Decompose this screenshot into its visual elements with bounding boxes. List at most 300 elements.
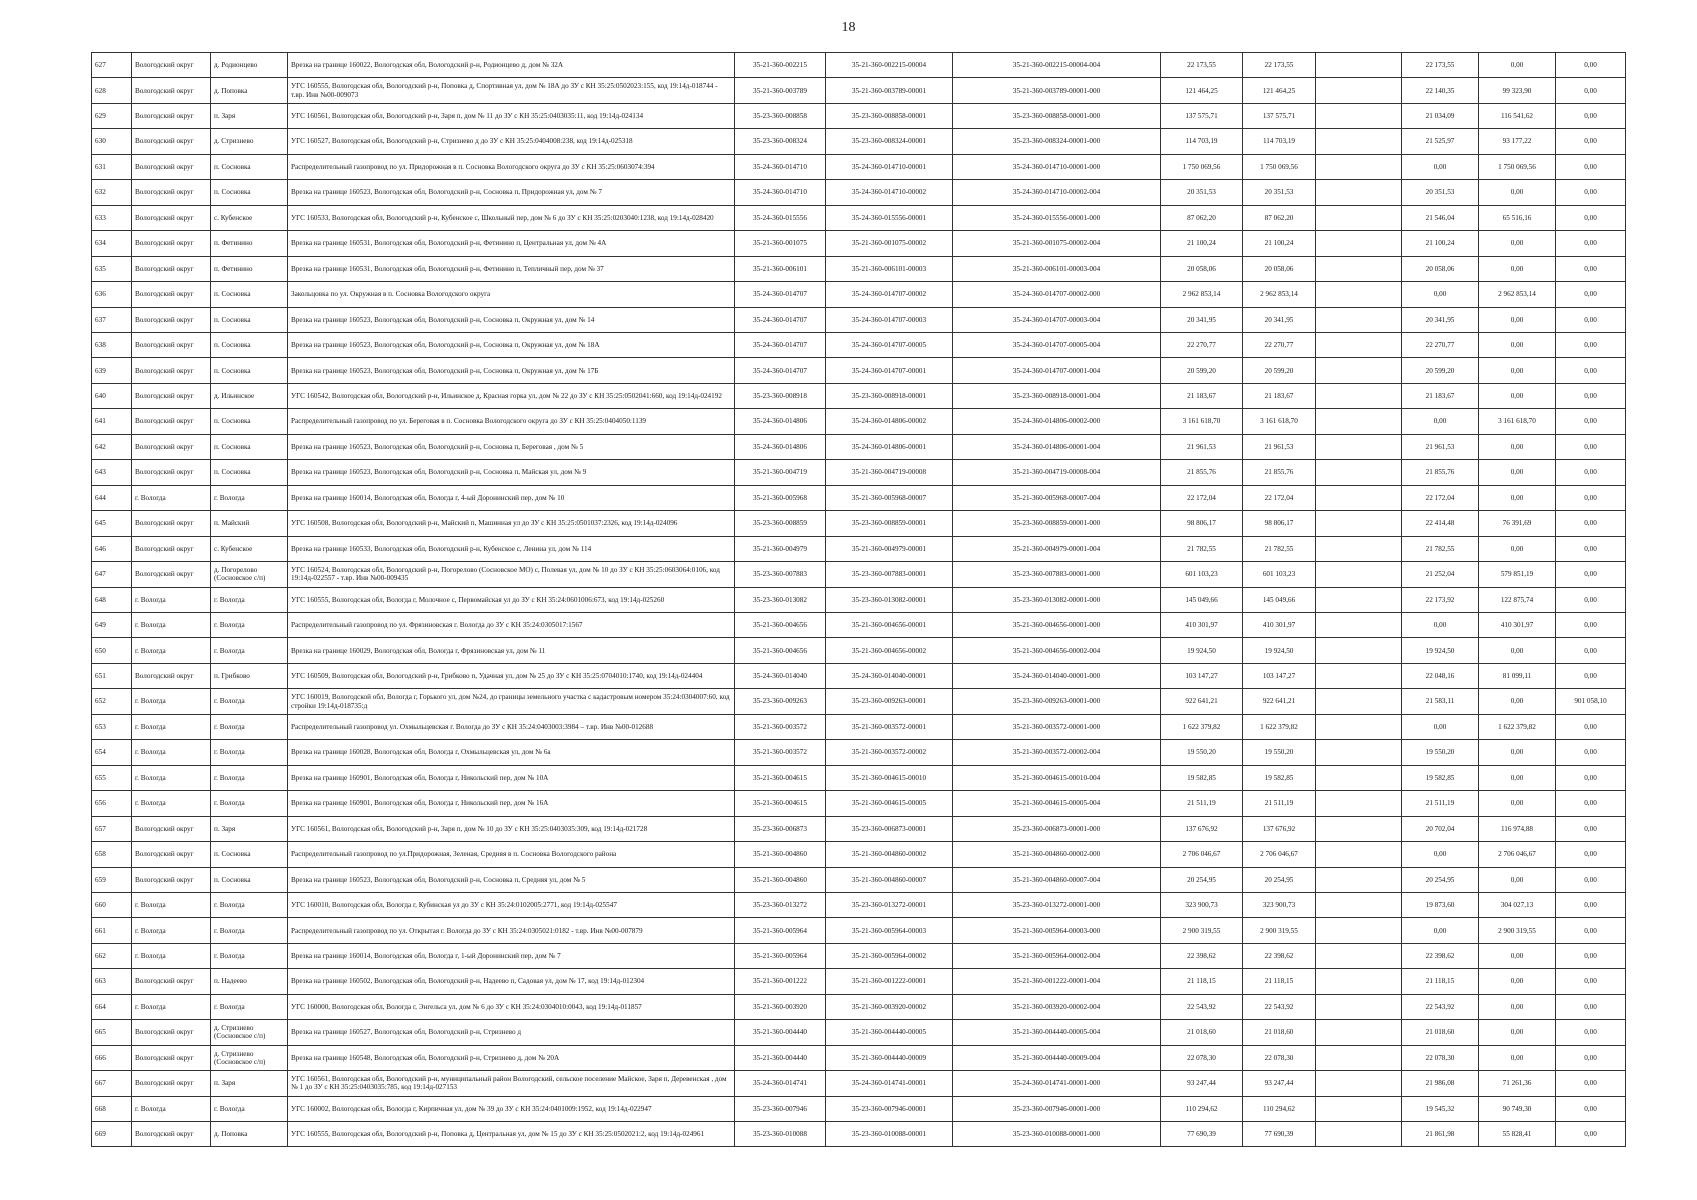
address-cell: УГС 160000, Вологодская обл, Вологда г, Энгельса ул, дом № 6 до ЗУ с КН 35:24:0304010:0043, код 19:14д-011857 (288, 994, 735, 1019)
amount-part1-cell: 22 173,55 (1402, 53, 1479, 78)
amount-part3-cell: 0,00 (1556, 765, 1626, 790)
item-code-cell: 35-21-360-003572-00002-004 (953, 740, 1161, 765)
amount-cell: 22 270,77 (1243, 332, 1316, 357)
amount-part1-cell: 21 583,11 (1402, 689, 1479, 714)
row-number: 628 (92, 78, 132, 103)
address-cell: Врезка на границе 160531, Вологодская обл, Вологодский р-н, Фетинино п, Тепличный пер, дом № 37 (288, 256, 735, 281)
row-number: 660 (92, 892, 132, 917)
address-cell: УГС 160542, Вологодская обл, Вологодский р-н, Ильинское д, Красная горка ул, дом № 22 до ЗУ с КН 35:25:0502041:660, код 19:14д-024192 (288, 383, 735, 408)
row-number: 651 (92, 663, 132, 688)
item-code-cell: 35-24-360-014707-00005-004 (953, 332, 1161, 357)
settlement-cell: с. Кубенское (211, 205, 288, 230)
empty-amount-cell (1316, 154, 1402, 179)
table-row (92, 1122, 1626, 1147)
sub-object-code-cell: 35-21-360-004440-00005 (826, 1020, 953, 1045)
empty-amount-cell (1316, 180, 1402, 205)
table-row (92, 765, 1626, 790)
table-row (92, 205, 1626, 230)
amount-part1-cell: 21 034,09 (1402, 103, 1479, 128)
object-code-cell: 35-23-360-008859 (735, 511, 826, 536)
amount-cell: 19 582,85 (1243, 765, 1316, 790)
amount-part3-cell: 0,00 (1556, 1020, 1626, 1045)
row-number: 630 (92, 129, 132, 154)
object-code-cell: 35-21-360-004979 (735, 536, 826, 561)
sub-object-code-cell: 35-21-360-004860-00007 (826, 867, 953, 892)
amount-part1-cell: 22 414,48 (1402, 511, 1479, 536)
amount-part2-cell: 1 750 069,56 (1479, 154, 1556, 179)
amount-part3-cell: 0,00 (1556, 918, 1626, 943)
amount-part3-cell: 0,00 (1556, 1071, 1626, 1096)
amount-part3-cell: 0,00 (1556, 103, 1626, 128)
item-code-cell: 35-21-360-006101-00003-004 (953, 256, 1161, 281)
empty-amount-cell (1316, 536, 1402, 561)
empty-amount-cell (1316, 663, 1402, 688)
amount-part1-cell: 22 048,16 (1402, 663, 1479, 688)
settlement-cell: г. Вологда (211, 714, 288, 739)
amount-total-cell: 20 341,95 (1161, 307, 1243, 332)
amount-cell: 20 341,95 (1243, 307, 1316, 332)
amount-part3-cell: 0,00 (1556, 332, 1626, 357)
object-code-cell: 35-21-360-001222 (735, 969, 826, 994)
amount-total-cell: 2 962 853,14 (1161, 282, 1243, 307)
amount-part2-cell: 93 177,22 (1479, 129, 1556, 154)
district-cell: г. Вологда (132, 612, 211, 637)
sub-object-code-cell: 35-23-360-007946-00001 (826, 1096, 953, 1121)
row-number: 662 (92, 943, 132, 968)
settlement-cell: д. Поповка (211, 78, 288, 103)
table-row (92, 536, 1626, 561)
object-code-cell: 35-23-360-007883 (735, 562, 826, 587)
sub-object-code-cell: 35-23-360-013272-00001 (826, 892, 953, 917)
address-cell: Распределительный газопровод по ул.Придорожная, Зеленая, Средняя в п. Сосновка Вологодского района (288, 842, 735, 867)
amount-total-cell: 22 543,92 (1161, 994, 1243, 1019)
empty-amount-cell (1316, 129, 1402, 154)
amount-total-cell: 87 062,20 (1161, 205, 1243, 230)
amount-part1-cell: 0,00 (1402, 612, 1479, 637)
empty-amount-cell (1316, 460, 1402, 485)
amount-part3-cell: 0,00 (1556, 842, 1626, 867)
amount-cell: 20 058,06 (1243, 256, 1316, 281)
table-row (92, 587, 1626, 612)
amount-cell: 21 855,76 (1243, 460, 1316, 485)
row-number: 657 (92, 816, 132, 841)
amount-part2-cell: 71 261,36 (1479, 1071, 1556, 1096)
item-code-cell: 35-23-360-006873-00001-000 (953, 816, 1161, 841)
empty-amount-cell (1316, 78, 1402, 103)
district-cell: Вологодский округ (132, 969, 211, 994)
address-cell: Врезка на границе 160028, Вологодская обл, Вологда г, Охмыльцевская ул, дом № 6а (288, 740, 735, 765)
sub-object-code-cell: 35-21-360-001222-00001 (826, 969, 953, 994)
amount-cell: 137 676,92 (1243, 816, 1316, 841)
object-code-cell: 35-21-360-003920 (735, 994, 826, 1019)
amount-part3-cell: 0,00 (1556, 663, 1626, 688)
address-cell: Врезка на границе 160502, Вологодская обл, Вологодский р-н, Надеево п, Садовая ул, дом № 17, код 19:14д-012304 (288, 969, 735, 994)
empty-amount-cell (1316, 511, 1402, 536)
amount-cell: 21 183,67 (1243, 383, 1316, 408)
amount-part1-cell: 19 545,32 (1402, 1096, 1479, 1121)
amount-total-cell: 114 703,19 (1161, 129, 1243, 154)
address-cell: Врезка на границе 160901, Вологодская обл, Вологда г, Никольский пер, дом № 16А (288, 791, 735, 816)
object-code-cell: 35-24-360-014040 (735, 663, 826, 688)
object-code-cell: 35-24-360-014806 (735, 434, 826, 459)
amount-part1-cell: 21 525,97 (1402, 129, 1479, 154)
table-row (92, 460, 1626, 485)
district-cell: Вологодский округ (132, 816, 211, 841)
district-cell: Вологодский округ (132, 307, 211, 332)
district-cell: г. Вологда (132, 740, 211, 765)
settlement-cell: д. Поповка (211, 1122, 288, 1147)
item-code-cell: 35-21-360-005968-00007-004 (953, 485, 1161, 510)
sub-object-code-cell: 35-21-360-003920-00002 (826, 994, 953, 1019)
amount-part1-cell: 21 183,67 (1402, 383, 1479, 408)
address-cell: УГС 160002, Вологодская обл, Вологда г, Кирпичная ул, дом № 39 до ЗУ с КН 35:24:0401009:1952, код 19:14д-022947 (288, 1096, 735, 1121)
empty-amount-cell (1316, 409, 1402, 434)
table-row (92, 383, 1626, 408)
row-number: 639 (92, 358, 132, 383)
amount-part1-cell: 21 018,60 (1402, 1020, 1479, 1045)
item-code-cell: 35-23-360-008324-00001-000 (953, 129, 1161, 154)
amount-part2-cell: 2 962 853,14 (1479, 282, 1556, 307)
object-code-cell: 35-21-360-004440 (735, 1045, 826, 1070)
amount-part3-cell: 0,00 (1556, 282, 1626, 307)
amount-cell: 77 690,39 (1243, 1122, 1316, 1147)
table-row (92, 612, 1626, 637)
amount-part2-cell: 81 099,11 (1479, 663, 1556, 688)
district-cell: г. Вологда (132, 918, 211, 943)
object-code-cell: 35-21-360-006101 (735, 256, 826, 281)
amount-cell: 922 641,21 (1243, 689, 1316, 714)
row-number: 666 (92, 1045, 132, 1070)
row-number: 641 (92, 409, 132, 434)
empty-amount-cell (1316, 740, 1402, 765)
settlement-cell: д. Стризнево (211, 129, 288, 154)
sub-object-code-cell: 35-21-360-004615-00005 (826, 791, 953, 816)
table-row (92, 689, 1626, 714)
sub-object-code-cell: 35-21-360-001075-00002 (826, 231, 953, 256)
sub-object-code-cell: 35-21-360-003572-00002 (826, 740, 953, 765)
address-cell: Врезка на границе 160523, Вологодская обл, Вологодский р-н, Сосновка п, Средняя ул, дом № 5 (288, 867, 735, 892)
address-cell: Врезка на границе 160533, Вологодская обл, Вологодский р-н, Кубенское с, Ленина ул, дом № 114 (288, 536, 735, 561)
object-code-cell: 35-23-360-008918 (735, 383, 826, 408)
district-cell: Вологодский округ (132, 282, 211, 307)
sub-object-code-cell: 35-23-360-009263-00001 (826, 689, 953, 714)
amount-part3-cell: 901 058,10 (1556, 689, 1626, 714)
empty-amount-cell (1316, 1096, 1402, 1121)
object-code-cell: 35-21-360-004860 (735, 867, 826, 892)
sub-object-code-cell: 35-24-360-014040-00001 (826, 663, 953, 688)
amount-part2-cell: 0,00 (1479, 1020, 1556, 1045)
district-cell: Вологодский округ (132, 1020, 211, 1045)
table-row (92, 282, 1626, 307)
table-row (92, 409, 1626, 434)
empty-amount-cell (1316, 1122, 1402, 1147)
amount-part2-cell: 3 161 618,70 (1479, 409, 1556, 434)
sub-object-code-cell: 35-21-360-005964-00003 (826, 918, 953, 943)
address-cell: УГС 160524, Вологодская обл, Вологодский р-н, Погорелово (Сосновское МО) с, Полевая ул, дом № 10 до ЗУ с КН 35:25:0603064:0106, код 19:14д-022557 - т.вр. Инв №00-009435 (288, 562, 735, 587)
district-cell: г. Вологда (132, 765, 211, 790)
settlement-cell: г. Вологда (211, 918, 288, 943)
sub-object-code-cell: 35-24-360-014707-00001 (826, 358, 953, 383)
table-row (92, 231, 1626, 256)
district-cell: Вологодский округ (132, 434, 211, 459)
amount-part3-cell: 0,00 (1556, 612, 1626, 637)
item-code-cell: 35-23-360-008858-00001-000 (953, 103, 1161, 128)
table-row (92, 842, 1626, 867)
district-cell: Вологодский округ (132, 383, 211, 408)
object-code-cell: 35-24-360-014741 (735, 1071, 826, 1096)
amount-cell: 601 103,23 (1243, 562, 1316, 587)
row-number: 668 (92, 1096, 132, 1121)
item-code-cell: 35-24-360-014806-00002-000 (953, 409, 1161, 434)
item-code-cell: 35-24-360-014741-00001-000 (953, 1071, 1161, 1096)
table-row (92, 256, 1626, 281)
district-cell: Вологодский округ (132, 460, 211, 485)
amount-cell: 22 173,55 (1243, 53, 1316, 78)
row-number: 650 (92, 638, 132, 663)
amount-part3-cell: 0,00 (1556, 587, 1626, 612)
item-code-cell: 35-21-360-004656-00002-004 (953, 638, 1161, 663)
amount-total-cell: 93 247,44 (1161, 1071, 1243, 1096)
object-code-cell: 35-21-360-002215 (735, 53, 826, 78)
address-cell: Врезка на границе 160523, Вологодская обл, Вологодский р-н, Сосновка п, Береговая , дом № 5 (288, 434, 735, 459)
district-cell: Вологодский округ (132, 511, 211, 536)
amount-cell: 22 543,92 (1243, 994, 1316, 1019)
object-code-cell: 35-23-360-013082 (735, 587, 826, 612)
row-number: 649 (92, 612, 132, 637)
address-cell: Врезка на границе 160014, Вологодская обл, Вологда г, 4-ый Доронинский пер, дом № 10 (288, 485, 735, 510)
amount-part2-cell: 0,00 (1479, 332, 1556, 357)
amount-total-cell: 121 464,25 (1161, 78, 1243, 103)
amount-part1-cell: 22 172,04 (1402, 485, 1479, 510)
amount-cell: 114 703,19 (1243, 129, 1316, 154)
district-cell: Вологодский округ (132, 867, 211, 892)
amount-cell: 87 062,20 (1243, 205, 1316, 230)
amount-part1-cell: 0,00 (1402, 154, 1479, 179)
amount-cell: 21 100,24 (1243, 231, 1316, 256)
empty-amount-cell (1316, 1020, 1402, 1045)
amount-part2-cell: 0,00 (1479, 485, 1556, 510)
district-cell: Вологодский округ (132, 663, 211, 688)
settlement-cell: п. Сосновка (211, 282, 288, 307)
amount-part2-cell: 0,00 (1479, 791, 1556, 816)
table-row (92, 180, 1626, 205)
row-number: 633 (92, 205, 132, 230)
amount-total-cell: 1 622 379,82 (1161, 714, 1243, 739)
amount-part1-cell: 22 173,92 (1402, 587, 1479, 612)
amount-total-cell: 21 782,55 (1161, 536, 1243, 561)
amount-part3-cell: 0,00 (1556, 256, 1626, 281)
amount-cell: 137 575,71 (1243, 103, 1316, 128)
amount-cell: 19 550,20 (1243, 740, 1316, 765)
amount-part1-cell: 21 546,04 (1402, 205, 1479, 230)
address-cell: УГС 160010, Вологодская обл, Вологда г, Кубинская ул до ЗУ с КН 35:24:0102005:2771, код 19:14д-025547 (288, 892, 735, 917)
item-code-cell: 35-23-360-008918-00001-004 (953, 383, 1161, 408)
settlement-cell: г. Вологда (211, 765, 288, 790)
address-cell: Врезка на границе 160523, Вологодская обл, Вологодский р-н, Сосновка п, Майская ул, дом № 9 (288, 460, 735, 485)
district-cell: г. Вологда (132, 714, 211, 739)
item-code-cell: 35-24-360-014707-00002-000 (953, 282, 1161, 307)
sub-object-code-cell: 35-24-360-014806-00001 (826, 434, 953, 459)
amount-part3-cell: 0,00 (1556, 969, 1626, 994)
amount-part3-cell: 0,00 (1556, 205, 1626, 230)
empty-amount-cell (1316, 307, 1402, 332)
amount-cell: 98 806,17 (1243, 511, 1316, 536)
settlement-cell: п. Сосновка (211, 180, 288, 205)
amount-part3-cell: 0,00 (1556, 638, 1626, 663)
sub-object-code-cell: 35-24-360-014806-00002 (826, 409, 953, 434)
address-cell: Врезка на границе 160029, Вологодская обл, Вологда г, Фрязиновская ул, дом № 11 (288, 638, 735, 663)
settlement-cell: г. Вологда (211, 892, 288, 917)
sub-object-code-cell: 35-23-360-006873-00001 (826, 816, 953, 841)
amount-part1-cell: 21 252,04 (1402, 562, 1479, 587)
table-row (92, 434, 1626, 459)
amount-part3-cell: 0,00 (1556, 434, 1626, 459)
amount-total-cell: 20 058,06 (1161, 256, 1243, 281)
district-cell: г. Вологда (132, 689, 211, 714)
table-row (92, 994, 1626, 1019)
row-number: 665 (92, 1020, 132, 1045)
amount-part3-cell: 0,00 (1556, 994, 1626, 1019)
table-row (92, 103, 1626, 128)
object-code-cell: 35-23-360-008324 (735, 129, 826, 154)
row-number: 640 (92, 383, 132, 408)
amount-part1-cell: 19 550,20 (1402, 740, 1479, 765)
object-code-cell: 35-21-360-004440 (735, 1020, 826, 1045)
amount-part2-cell: 0,00 (1479, 994, 1556, 1019)
district-cell: Вологодский округ (132, 1045, 211, 1070)
amount-part2-cell: 0,00 (1479, 53, 1556, 78)
address-cell: Врезка на границе 160523, Вологодская обл, Вологодский р-н, Сосновка п, Окружная ул, дом № 18А (288, 332, 735, 357)
address-cell: Распределительный газопровод по ул. Открытая г. Вологда до ЗУ с КН 35:24:0305021:0182 - т.вр. Инв №00-007879 (288, 918, 735, 943)
object-code-cell: 35-21-360-004719 (735, 460, 826, 485)
amount-cell: 21 782,55 (1243, 536, 1316, 561)
amount-part1-cell: 21 511,19 (1402, 791, 1479, 816)
amount-part3-cell: 0,00 (1556, 358, 1626, 383)
amount-total-cell: 323 900,73 (1161, 892, 1243, 917)
item-code-cell: 35-23-360-008859-00001-000 (953, 511, 1161, 536)
row-number: 638 (92, 332, 132, 357)
amount-cell: 410 301,97 (1243, 612, 1316, 637)
amount-total-cell: 21 018,60 (1161, 1020, 1243, 1045)
sub-object-code-cell: 35-23-360-008859-00001 (826, 511, 953, 536)
sub-object-code-cell: 35-23-360-008858-00001 (826, 103, 953, 128)
amount-total-cell: 601 103,23 (1161, 562, 1243, 587)
sub-object-code-cell: 35-21-360-002215-00004 (826, 53, 953, 78)
item-code-cell: 35-24-360-015556-00001-000 (953, 205, 1161, 230)
address-cell: Врезка на границе 160527, Вологодская обл, Вологодский р-н, Стризнево д (288, 1020, 735, 1045)
sub-object-code-cell: 35-23-360-007883-00001 (826, 562, 953, 587)
address-cell: УГС 160533, Вологодская обл, Вологодский р-н, Кубенское с, Школьный пер, дом № 6 до ЗУ с КН 35:25:0203040:1238, код 19:14д-028420 (288, 205, 735, 230)
amount-part3-cell: 0,00 (1556, 53, 1626, 78)
amount-cell: 21 018,60 (1243, 1020, 1316, 1045)
table-row (92, 562, 1626, 587)
item-code-cell: 35-21-360-001222-00001-004 (953, 969, 1161, 994)
row-number: 652 (92, 689, 132, 714)
amount-part2-cell: 304 027,13 (1479, 892, 1556, 917)
object-code-cell: 35-23-360-010088 (735, 1122, 826, 1147)
table-row (92, 1045, 1626, 1070)
object-code-cell: 35-21-360-005964 (735, 918, 826, 943)
amount-part3-cell: 0,00 (1556, 740, 1626, 765)
settlement-cell: г. Вологда (211, 1096, 288, 1121)
settlement-cell: г. Вологда (211, 943, 288, 968)
item-code-cell: 35-21-360-004615-00010-004 (953, 765, 1161, 790)
amount-total-cell: 145 049,66 (1161, 587, 1243, 612)
sub-object-code-cell: 35-21-360-004719-00008 (826, 460, 953, 485)
row-number: 648 (92, 587, 132, 612)
amount-total-cell: 20 254,95 (1161, 867, 1243, 892)
sub-object-code-cell: 35-24-360-014741-00001 (826, 1071, 953, 1096)
amount-total-cell: 21 961,53 (1161, 434, 1243, 459)
table-row (92, 1020, 1626, 1045)
amount-total-cell: 137 676,92 (1161, 816, 1243, 841)
address-cell: Врезка на границе 160548, Вологодская обл, Вологодский р-н, Стризнево д, дом № 20А (288, 1045, 735, 1070)
settlement-cell: п. Сосновка (211, 307, 288, 332)
amount-part2-cell: 99 323,90 (1479, 78, 1556, 103)
settlement-cell: п. Сосновка (211, 332, 288, 357)
amount-part2-cell: 0,00 (1479, 969, 1556, 994)
settlement-cell: д. Родионцево (211, 53, 288, 78)
amount-part1-cell: 22 078,30 (1402, 1045, 1479, 1070)
object-code-cell: 35-21-360-005968 (735, 485, 826, 510)
amount-total-cell: 22 172,04 (1161, 485, 1243, 510)
amount-part1-cell: 22 398,62 (1402, 943, 1479, 968)
amount-total-cell: 22 398,62 (1161, 943, 1243, 968)
address-cell: УГС 160508, Вологодская обл, Вологодский р-н, Майский п, Машинная ул до ЗУ с КН 35:25:0501037:2326, код 19:14д-024096 (288, 511, 735, 536)
row-number: 631 (92, 154, 132, 179)
amount-total-cell: 20 351,53 (1161, 180, 1243, 205)
settlement-cell: п. Майский (211, 511, 288, 536)
district-cell: Вологодский округ (132, 536, 211, 561)
item-code-cell: 35-24-360-014806-00001-004 (953, 434, 1161, 459)
item-code-cell: 35-21-360-005964-00002-004 (953, 943, 1161, 968)
object-code-cell: 35-24-360-015556 (735, 205, 826, 230)
amount-part2-cell: 0,00 (1479, 383, 1556, 408)
settlement-cell: с. Кубенское (211, 536, 288, 561)
amount-part2-cell: 0,00 (1479, 358, 1556, 383)
district-cell: Вологодский округ (132, 180, 211, 205)
amount-cell: 110 294,62 (1243, 1096, 1316, 1121)
settlement-cell: г. Вологда (211, 612, 288, 637)
item-code-cell: 35-21-360-004615-00005-004 (953, 791, 1161, 816)
amount-part3-cell: 0,00 (1556, 460, 1626, 485)
amount-part1-cell: 0,00 (1402, 282, 1479, 307)
amount-cell: 121 464,25 (1243, 78, 1316, 103)
row-number: 627 (92, 53, 132, 78)
item-code-cell: 35-21-360-004440-00009-004 (953, 1045, 1161, 1070)
settlement-cell: п. Грибково (211, 663, 288, 688)
object-code-cell: 35-21-360-001075 (735, 231, 826, 256)
empty-amount-cell (1316, 1071, 1402, 1096)
amount-part2-cell: 1 622 379,82 (1479, 714, 1556, 739)
table-row (92, 892, 1626, 917)
object-code-cell: 35-21-360-003572 (735, 740, 826, 765)
sub-object-code-cell: 35-21-360-004440-00009 (826, 1045, 953, 1070)
amount-part1-cell: 21 961,53 (1402, 434, 1479, 459)
empty-amount-cell (1316, 638, 1402, 663)
settlement-cell: п. Фетинино (211, 256, 288, 281)
row-number: 658 (92, 842, 132, 867)
district-cell: Вологодский округ (132, 1071, 211, 1096)
row-number: 655 (92, 765, 132, 790)
object-code-cell: 35-21-360-003789 (735, 78, 826, 103)
amount-part3-cell: 0,00 (1556, 409, 1626, 434)
amount-total-cell: 19 924,50 (1161, 638, 1243, 663)
settlement-cell: г. Вологда (211, 587, 288, 612)
amount-part1-cell: 21 118,15 (1402, 969, 1479, 994)
amount-cell: 2 900 319,55 (1243, 918, 1316, 943)
settlement-cell: г. Вологда (211, 791, 288, 816)
